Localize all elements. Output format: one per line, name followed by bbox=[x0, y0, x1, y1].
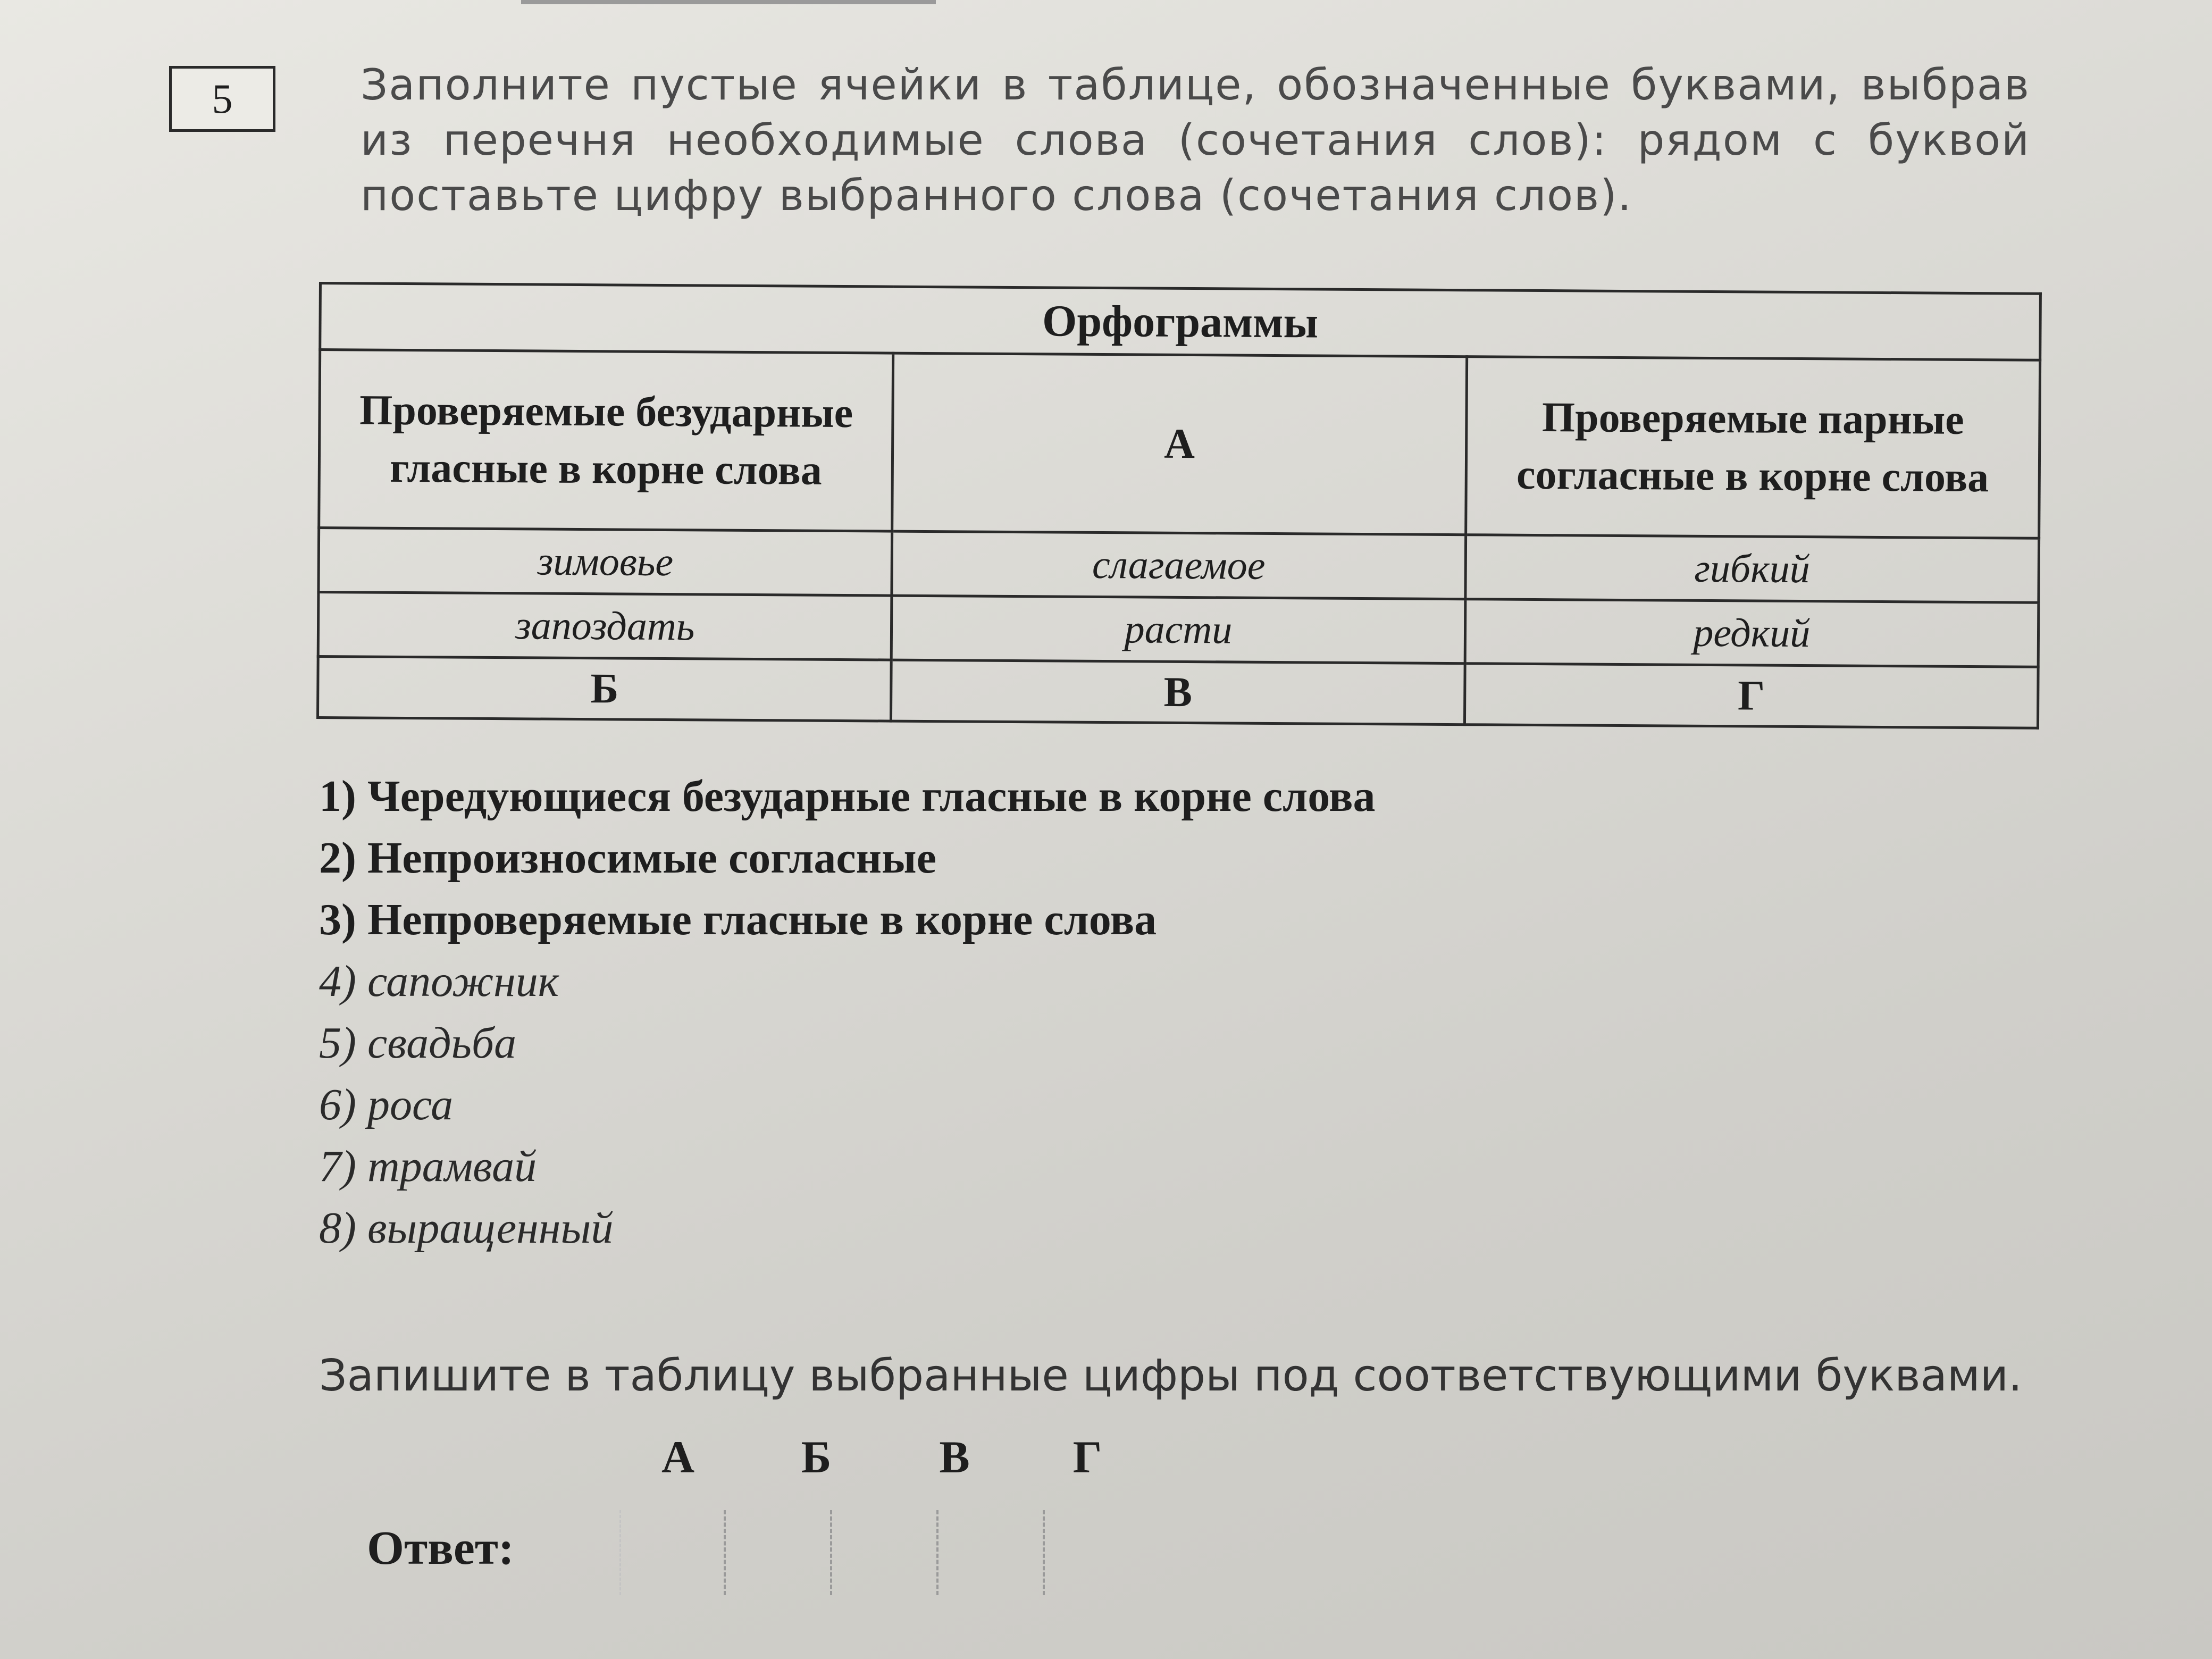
list-item: 7) трамвай bbox=[319, 1142, 537, 1191]
answer-cell-a[interactable] bbox=[619, 1510, 726, 1595]
table-cell: зимовье bbox=[319, 528, 892, 596]
table-cell: слагаемое bbox=[892, 531, 1465, 599]
list-item: 8) выращенный bbox=[319, 1203, 614, 1253]
answer-letter-a: А bbox=[661, 1431, 695, 1482]
answer-letter-g: Г bbox=[1073, 1431, 1102, 1482]
answer-letter-b: Б bbox=[801, 1431, 832, 1482]
table-header-col1: Проверяемые безударные гласные в корне слова bbox=[319, 350, 893, 532]
spelling-table bbox=[316, 282, 2042, 730]
answer-cell-b[interactable] bbox=[726, 1510, 832, 1595]
list-item: 5) свадьба bbox=[319, 1018, 517, 1068]
answer-label: Ответ: bbox=[367, 1522, 514, 1574]
table-header-col2: А bbox=[892, 353, 1467, 535]
table-cell-letter: Б bbox=[317, 657, 891, 722]
answer-letter-v: В bbox=[939, 1431, 970, 1482]
list-item: 2) Непроизносимые согласные bbox=[319, 833, 936, 883]
table-header-col3: Проверяемые парные согласные в корне слова bbox=[1465, 357, 2040, 539]
answer-instruction: Запишите в таблицу выбранные цифры под соответствующими буквами. bbox=[319, 1351, 2023, 1401]
task-number-box bbox=[169, 66, 275, 132]
table-cell: запоздать bbox=[318, 592, 892, 660]
list-item: 4) сапожник bbox=[319, 957, 559, 1006]
table-cell: расти bbox=[892, 596, 1465, 664]
table-cell-letter: В bbox=[891, 660, 1465, 725]
top-rule bbox=[521, 0, 936, 4]
options-list bbox=[319, 766, 1375, 1259]
answer-cell-g[interactable] bbox=[939, 1510, 1045, 1595]
table-cell: гибкий bbox=[1465, 535, 2039, 603]
table-cell: редкий bbox=[1465, 599, 2039, 667]
table-row bbox=[319, 528, 2039, 603]
table-title: Орфограммы bbox=[320, 283, 2041, 361]
list-item: 3) Непроверяемые гласные в корне слова bbox=[319, 895, 1157, 944]
list-item: 6) роса bbox=[319, 1080, 454, 1129]
table-row bbox=[318, 592, 2039, 667]
task-instruction: Заполните пустые ячейки в таблице, обозначенные буквами, выбрав из перечня необходимые слова (сочетания слов): рядом с буквой поставьте цифру выбранного слова (сочетания слов). bbox=[361, 60, 2030, 220]
task-number: 5 bbox=[212, 76, 233, 122]
answer-cells bbox=[619, 1510, 1045, 1595]
list-item: 1) Чередующиеся безударные гласные в корне слова bbox=[319, 772, 1376, 821]
answer-cell-v[interactable] bbox=[832, 1510, 939, 1595]
table-cell-letter: Г bbox=[1464, 664, 2038, 728]
table-row bbox=[317, 657, 2038, 728]
